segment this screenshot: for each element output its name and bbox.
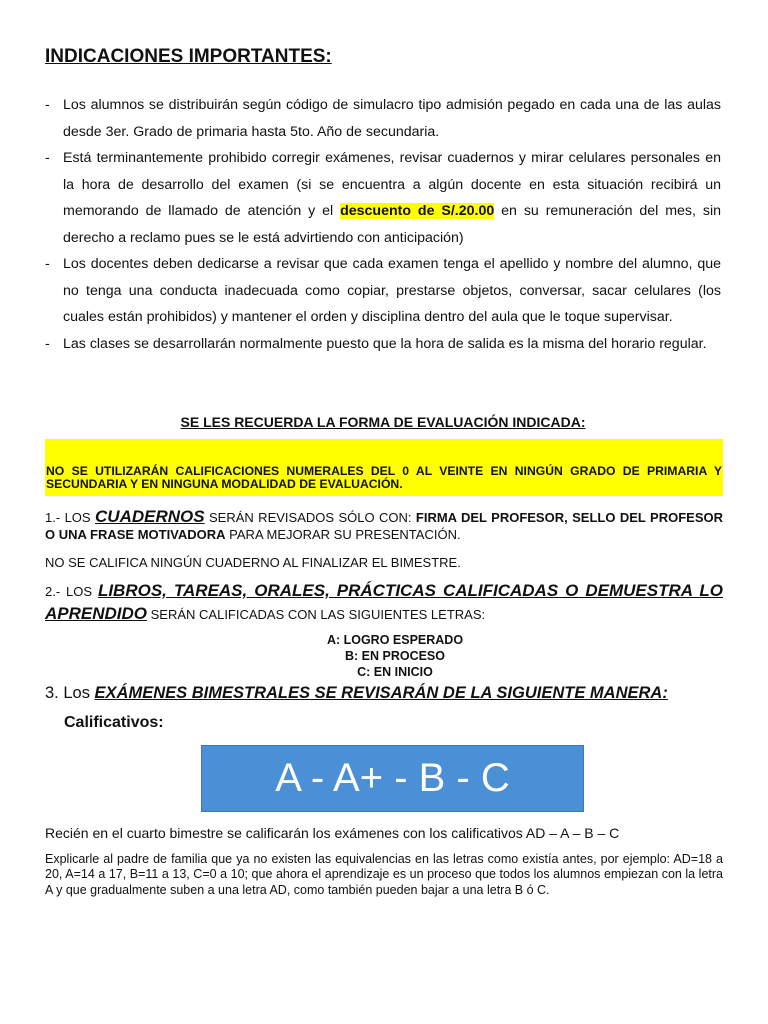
parent-explanation: Explicarle al padre de familia que ya no existen las equivalencias en las letras como existía antes, por ejemplo: AD=18 a 20, A=14 a 17, B=11 a 13, C=0 a 10; que ahora el aprendizaje es un proceso que todos los alumnos empiezan con la letra A y que gradualmente suben a una letra AD, como también pueden bajar a una letra B ó C.	[45, 852, 723, 897]
bullet-text	[63, 145, 721, 251]
list-item	[45, 92, 721, 145]
item-prefix: 3. Los	[45, 684, 95, 702]
list-item	[45, 251, 721, 331]
page-title: INDICACIONES IMPORTANTES:	[45, 46, 332, 67]
item-prefix: 1.- LOS	[45, 510, 96, 525]
grade-b: B: EN PROCESO	[344, 649, 445, 663]
bullet-dash: -	[45, 335, 50, 352]
bullet-list	[45, 92, 721, 357]
highlighted-discount: descuento de S/.20.00	[340, 203, 495, 219]
grade-c: C: EN INICIO	[357, 665, 433, 679]
section-subtitle: SE LES RECUERDA LA FORMA DE EVALUACIÓN INDICADA:	[180, 414, 586, 430]
bullet-text-post: en su remuneración del mes, sin derecho a reclamo pues se le está advirtiendo con anticipación)	[63, 203, 721, 246]
item-keyword: EXÁMENES BIMESTRALES SE REVISARÁN DE LA SIGUIENTE MANERA:	[94, 684, 668, 702]
bullet-dash: -	[45, 150, 50, 166]
list-item	[45, 331, 721, 358]
highlighted-notice: NO SE UTILIZARÁN CALIFICACIONES NUMERALES DEL 0 AL VEINTE EN NINGÚN GRADO DE PRIMARIA Y SECUNDARIA Y EN NINGUNA MODALIDAD DE EVALUACIÓN.	[45, 439, 723, 496]
item-keyword: CUADERNOS	[95, 507, 205, 526]
calificativos-label: Calificativos:	[64, 714, 164, 731]
bullet-dash: -	[45, 256, 50, 272]
grade-scale	[45, 632, 745, 680]
bullet-text: Las clases se desarrollarán normalmente puesto que la hora de salida es la misma del horario regular.	[63, 335, 707, 352]
grades-box: A - A+ - B - C	[201, 745, 584, 812]
item-examenes	[45, 682, 725, 704]
item-middle: SERÁN REVISADOS SÓLO CON:	[204, 510, 416, 525]
item-prefix: 2.- LOS	[45, 584, 98, 599]
bullet-dash: -	[45, 97, 50, 113]
item-keyword: LIBROS, TAREAS, ORALES, PRÁCTICAS CALIFICADAS O DEMUESTRA LO APRENDIDO	[45, 581, 723, 623]
fourth-bimester-note: Recién en el cuarto bimestre se calificarán los exámenes con los calificativos AD – A – B – C	[45, 825, 620, 841]
bullet-text-pre: Está terminantemente prohibido corregir exámenes, revisar cuadernos y mirar celulares personales en la hora de desarrollo del examen (si se encuentra a algún docente en esta situación recibirá un memorando de llamado de atención y el	[63, 150, 721, 219]
bullet-text: Los docentes deben dedicarse a revisar que cada examen tenga el apellido y nombre del alumno, que no tenga una conducta inadecuada como copiar, prestarse objetos, conversar, sacar celulares (los cuales están prohibidos) y mantener el orden y disciplina dentro del aula que le toque supervisar.	[63, 256, 721, 325]
item-suffix: SERÁN CALIFICADAS CON LAS SIGUIENTES LETRAS:	[147, 607, 486, 622]
list-item	[45, 145, 721, 251]
item-suffix: PARA MEJORAR SU PRESENTACIÓN.	[225, 527, 461, 542]
bullet-text: Los alumnos se distribuirán según código de simulacro tipo admisión pegado en cada una de las aulas desde 3er. Grado de primaria hasta 5to. Año de secundaria.	[63, 97, 721, 140]
cuadernos-note: NO SE CALIFICA NINGÚN CUADERNO AL FINALIZAR EL BIMESTRE.	[45, 555, 461, 570]
item-bold-text: FIRMA DEL PROFESOR, SELLO DEL PROFESOR O UNA FRASE MOTIVADORA	[45, 510, 723, 542]
item-libros	[45, 580, 723, 626]
grade-a: A: LOGRO ESPERADO	[326, 633, 464, 647]
item-cuadernos	[45, 508, 723, 543]
